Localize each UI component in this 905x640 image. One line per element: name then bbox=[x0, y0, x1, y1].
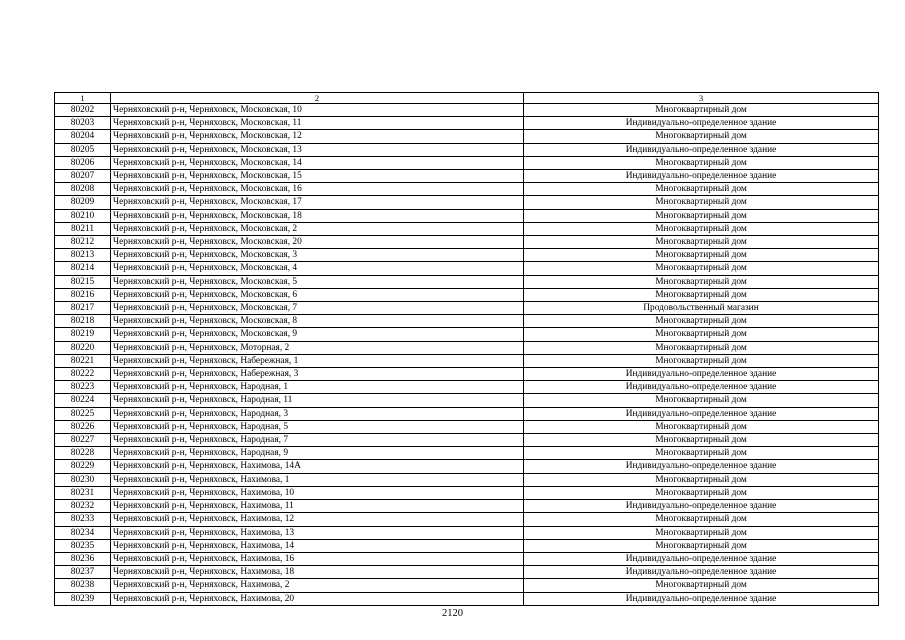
cell-number: 80219 bbox=[55, 328, 111, 341]
cell-number: 80210 bbox=[55, 209, 111, 222]
cell-number: 80205 bbox=[55, 143, 111, 156]
table-row bbox=[55, 341, 879, 354]
cell-object-type: Многоквартирный дом bbox=[524, 104, 879, 117]
cell-object-type: Индивидуально-определенное здание bbox=[524, 407, 879, 420]
cell-object-type: Многоквартирный дом bbox=[524, 222, 879, 235]
table-row bbox=[55, 460, 879, 473]
cell-address: Черняховский р-н, Черняховск, Народная, 7 bbox=[111, 434, 524, 447]
table-row bbox=[55, 222, 879, 235]
cell-address: Черняховский р-н, Черняховск, Московская, 5 bbox=[111, 275, 524, 288]
cell-address: Черняховский р-н, Черняховск, Нахимова, 2 bbox=[111, 579, 524, 592]
column-header-number: 1 bbox=[55, 93, 111, 104]
cell-number: 80238 bbox=[55, 579, 111, 592]
cell-number: 80221 bbox=[55, 354, 111, 367]
table-row bbox=[55, 183, 879, 196]
cell-address: Черняховский р-н, Черняховск, Народная, 5 bbox=[111, 420, 524, 433]
cell-number: 80223 bbox=[55, 381, 111, 394]
cell-number: 80216 bbox=[55, 288, 111, 301]
cell-object-type: Многоквартирный дом bbox=[524, 513, 879, 526]
cell-number: 80215 bbox=[55, 275, 111, 288]
cell-address: Черняховский р-н, Черняховск, Нахимова, 12 bbox=[111, 513, 524, 526]
cell-address: Черняховский р-н, Черняховск, Московская, 15 bbox=[111, 170, 524, 183]
cell-address: Черняховский р-н, Черняховск, Моторная, 2 bbox=[111, 341, 524, 354]
header-row bbox=[55, 93, 879, 104]
cell-object-type: Многоквартирный дом bbox=[524, 420, 879, 433]
table-row bbox=[55, 156, 879, 169]
table-row bbox=[55, 447, 879, 460]
cell-object-type: Индивидуально-определенное здание bbox=[524, 368, 879, 381]
column-header-type: 3 bbox=[524, 93, 879, 104]
table-row bbox=[55, 526, 879, 539]
table-row bbox=[55, 394, 879, 407]
cell-number: 80220 bbox=[55, 341, 111, 354]
cell-object-type: Индивидуально-определенное здание bbox=[524, 552, 879, 565]
cell-number: 80228 bbox=[55, 447, 111, 460]
cell-address: Черняховский р-н, Черняховск, Московская, 18 bbox=[111, 209, 524, 222]
cell-address: Черняховский р-н, Черняховск, Нахимова, 1 bbox=[111, 473, 524, 486]
table-row bbox=[55, 473, 879, 486]
cell-object-type: Многоквартирный дом bbox=[524, 262, 879, 275]
cell-object-type: Многоквартирный дом bbox=[524, 130, 879, 143]
table-row bbox=[55, 328, 879, 341]
cell-object-type: Индивидуально-определенное здание bbox=[524, 460, 879, 473]
table-row bbox=[55, 579, 879, 592]
cell-number: 80204 bbox=[55, 130, 111, 143]
cell-object-type: Многоквартирный дом bbox=[524, 434, 879, 447]
cell-address: Черняховский р-н, Черняховск, Московская, 10 bbox=[111, 104, 524, 117]
cell-object-type: Индивидуально-определенное здание bbox=[524, 566, 879, 579]
cell-object-type: Многоквартирный дом bbox=[524, 196, 879, 209]
table-row bbox=[55, 209, 879, 222]
cell-address: Черняховский р-н, Черняховск, Московская, 14 bbox=[111, 156, 524, 169]
cell-object-type: Продовольственный магазин bbox=[524, 302, 879, 315]
cell-address: Черняховский р-н, Черняховск, Московская, 11 bbox=[111, 117, 524, 130]
cell-number: 80213 bbox=[55, 249, 111, 262]
table-row bbox=[55, 196, 879, 209]
cell-number: 80232 bbox=[55, 500, 111, 513]
cell-object-type: Многоквартирный дом bbox=[524, 275, 879, 288]
cell-number: 80207 bbox=[55, 170, 111, 183]
table-row bbox=[55, 500, 879, 513]
cell-number: 80218 bbox=[55, 315, 111, 328]
cell-object-type: Многоквартирный дом bbox=[524, 156, 879, 169]
table-row bbox=[55, 420, 879, 433]
cell-number: 80231 bbox=[55, 486, 111, 499]
table-row bbox=[55, 552, 879, 565]
cell-number: 80234 bbox=[55, 526, 111, 539]
cell-number: 80222 bbox=[55, 368, 111, 381]
cell-object-type: Индивидуально-определенное здание bbox=[524, 500, 879, 513]
cell-address: Черняховский р-н, Черняховск, Нахимова, 18 bbox=[111, 566, 524, 579]
cell-address: Черняховский р-н, Черняховск, Народная, 3 bbox=[111, 407, 524, 420]
cell-object-type: Индивидуально-определенное здание bbox=[524, 592, 879, 605]
cell-object-type: Многоквартирный дом bbox=[524, 473, 879, 486]
cell-object-type: Многоквартирный дом bbox=[524, 315, 879, 328]
cell-address: Черняховский р-н, Черняховск, Нахимова, 14 bbox=[111, 539, 524, 552]
table-row bbox=[55, 302, 879, 315]
cell-object-type: Индивидуально-определенное здание bbox=[524, 143, 879, 156]
table-row bbox=[55, 236, 879, 249]
cell-address: Черняховский р-н, Черняховск, Московская, 8 bbox=[111, 315, 524, 328]
table-row bbox=[55, 513, 879, 526]
cell-address: Черняховский р-н, Черняховск, Московская, 3 bbox=[111, 249, 524, 262]
cell-number: 80224 bbox=[55, 394, 111, 407]
cell-object-type: Многоквартирный дом bbox=[524, 486, 879, 499]
cell-number: 80209 bbox=[55, 196, 111, 209]
cell-object-type: Многоквартирный дом bbox=[524, 209, 879, 222]
table-row bbox=[55, 354, 879, 367]
cell-object-type: Многоквартирный дом bbox=[524, 236, 879, 249]
cell-address: Черняховский р-н, Черняховск, Нахимова, 13 bbox=[111, 526, 524, 539]
cell-object-type: Многоквартирный дом bbox=[524, 526, 879, 539]
cell-address: Черняховский р-н, Черняховск, Московская, 16 bbox=[111, 183, 524, 196]
cell-address: Черняховский р-н, Черняховск, Нахимова, 16 bbox=[111, 552, 524, 565]
cell-object-type: Многоквартирный дом bbox=[524, 328, 879, 341]
table-row bbox=[55, 262, 879, 275]
cell-number: 80235 bbox=[55, 539, 111, 552]
cell-number: 80217 bbox=[55, 302, 111, 315]
cell-number: 80203 bbox=[55, 117, 111, 130]
table-row bbox=[55, 288, 879, 301]
table-row bbox=[55, 434, 879, 447]
table-row bbox=[55, 249, 879, 262]
cell-address: Черняховский р-н, Черняховск, Народная, 11 bbox=[111, 394, 524, 407]
cell-address: Черняховский р-н, Черняховск, Народная, 9 bbox=[111, 447, 524, 460]
table-row bbox=[55, 170, 879, 183]
cell-address: Черняховский р-н, Черняховск, Московская, 13 bbox=[111, 143, 524, 156]
cell-number: 80206 bbox=[55, 156, 111, 169]
cell-object-type: Индивидуально-определенное здание bbox=[524, 381, 879, 394]
cell-object-type: Многоквартирный дом bbox=[524, 579, 879, 592]
cell-object-type: Многоквартирный дом bbox=[524, 539, 879, 552]
column-header-address: 2 bbox=[111, 93, 524, 104]
cell-object-type: Многоквартирный дом bbox=[524, 341, 879, 354]
table-row bbox=[55, 368, 879, 381]
cell-object-type: Многоквартирный дом bbox=[524, 249, 879, 262]
cell-number: 80202 bbox=[55, 104, 111, 117]
registry-table bbox=[54, 92, 879, 606]
cell-number: 80226 bbox=[55, 420, 111, 433]
cell-address: Черняховский р-н, Черняховск, Московская, 20 bbox=[111, 236, 524, 249]
cell-address: Черняховский р-н, Черняховск, Набережная, 3 bbox=[111, 368, 524, 381]
cell-address: Черняховский р-н, Черняховск, Нахимова, 10 bbox=[111, 486, 524, 499]
cell-number: 80236 bbox=[55, 552, 111, 565]
cell-object-type: Многоквартирный дом bbox=[524, 447, 879, 460]
cell-address: Черняховский р-н, Черняховск, Московская, 12 bbox=[111, 130, 524, 143]
cell-number: 80208 bbox=[55, 183, 111, 196]
cell-address: Черняховский р-н, Черняховск, Московская, 9 bbox=[111, 328, 524, 341]
cell-number: 80227 bbox=[55, 434, 111, 447]
cell-address: Черняховский р-н, Черняховск, Московская, 6 bbox=[111, 288, 524, 301]
cell-number: 80211 bbox=[55, 222, 111, 235]
cell-object-type: Индивидуально-определенное здание bbox=[524, 170, 879, 183]
table-row bbox=[55, 275, 879, 288]
cell-address: Черняховский р-н, Черняховск, Нахимова, 14А bbox=[111, 460, 524, 473]
cell-number: 80233 bbox=[55, 513, 111, 526]
cell-number: 80239 bbox=[55, 592, 111, 605]
table-row bbox=[55, 315, 879, 328]
cell-number: 80230 bbox=[55, 473, 111, 486]
cell-number: 80237 bbox=[55, 566, 111, 579]
document-page bbox=[54, 92, 878, 606]
cell-object-type: Многоквартирный дом bbox=[524, 288, 879, 301]
table-row bbox=[55, 143, 879, 156]
table-row bbox=[55, 381, 879, 394]
table-row bbox=[55, 539, 879, 552]
cell-number: 80214 bbox=[55, 262, 111, 275]
cell-address: Черняховский р-н, Черняховск, Московская, 7 bbox=[111, 302, 524, 315]
table-body bbox=[55, 104, 879, 606]
page-number: 2120 bbox=[442, 608, 463, 619]
cell-address: Черняховский р-н, Черняховск, Народная, 1 bbox=[111, 381, 524, 394]
cell-address: Черняховский р-н, Черняховск, Московская, 2 bbox=[111, 222, 524, 235]
cell-number: 80229 bbox=[55, 460, 111, 473]
table-row bbox=[55, 407, 879, 420]
cell-address: Черняховский р-н, Черняховск, Набережная, 1 bbox=[111, 354, 524, 367]
table-row bbox=[55, 130, 879, 143]
cell-number: 80212 bbox=[55, 236, 111, 249]
cell-object-type: Многоквартирный дом bbox=[524, 183, 879, 196]
cell-address: Черняховский р-н, Черняховск, Нахимова, 20 bbox=[111, 592, 524, 605]
cell-object-type: Многоквартирный дом bbox=[524, 354, 879, 367]
cell-object-type: Многоквартирный дом bbox=[524, 394, 879, 407]
table-row bbox=[55, 592, 879, 605]
table-row bbox=[55, 486, 879, 499]
cell-address: Черняховский р-н, Черняховск, Нахимова, 11 bbox=[111, 500, 524, 513]
cell-object-type: Индивидуально-определенное здание bbox=[524, 117, 879, 130]
table-row bbox=[55, 104, 879, 117]
table-row bbox=[55, 117, 879, 130]
cell-address: Черняховский р-н, Черняховск, Московская, 17 bbox=[111, 196, 524, 209]
cell-address: Черняховский р-н, Черняховск, Московская, 4 bbox=[111, 262, 524, 275]
cell-number: 80225 bbox=[55, 407, 111, 420]
table-row bbox=[55, 566, 879, 579]
